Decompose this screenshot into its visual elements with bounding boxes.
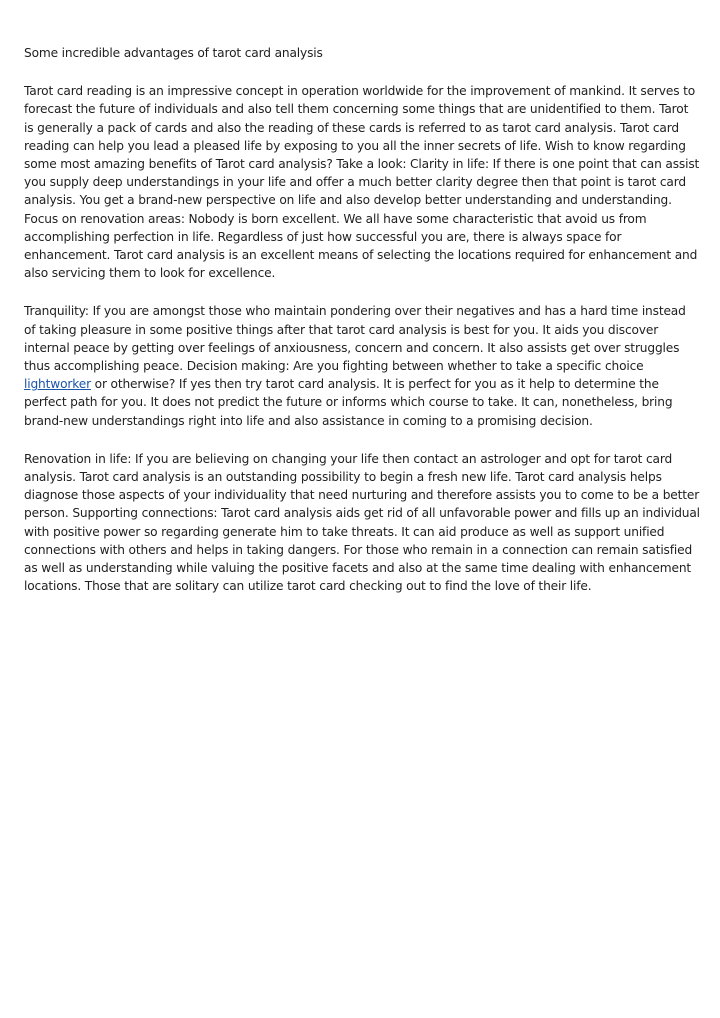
- lightworker-link[interactable]: lightworker: [24, 377, 91, 392]
- document-title: Some incredible advantages of tarot card analysis: [24, 46, 323, 60]
- document-page: [24, 44, 700, 615]
- paragraph-text-before-link: Tranquility: If you are amongst those who maintain pondering over their negatives and has a hard time instead of taking pleasure in some positive things after that tarot card analysis is best for you. It aids you discover internal peace by getting over feelings of anxiousness, concern and concern. It also assists get over struggles thus accomplishing peace. Decision making: Are you fighting between whether to take a specific choice: [24, 304, 686, 374]
- paragraph-tranquility: [24, 302, 700, 429]
- paragraph-intro: Tarot card reading is an impressive concept in operation worldwide for the improvement of mankind. It serves to forecast the future of individuals and also tell them concerning some things that are unidentified to them. Tarot is generally a pack of cards and also the reading of these cards is referred to as tarot card analysis. Tarot card reading can help you lead a pleased life by exposing to you all the inner secrets of life. Wish to know regarding some most amazing benefits of Tarot card analysis? Take a look: Clarity in life: If there is one point that can assist you supply deep understandings in your life and offer a much better clarity degree then that point is tarot card analysis. You get a brand-new perspective on life and also develop better understanding and understanding. Focus on renovation areas: Nobody is born excellent. We all have some characteristic that avoid us from accomplishing perfection in life. Regardless of just how successful you are, there is always space for enhancement. Tarot card analysis is an excellent means of selecting the locations required for enhancement and also servicing them to look for excellence.: [24, 84, 700, 281]
- paragraph-renovation: Renovation in life: If you are believing on changing your life then contact an astrologer and opt for tarot card analysis. Tarot card analysis is an outstanding possibility to begin a fresh new life. Tarot card analysis helps diagnose those aspects of your individuality that need nurturing and therefore assists you to come to be a better person. Supporting connections: Tarot card analysis aids get rid of all unfavorable power and fills up an individual with positive power so regarding generate him to take threats. It can aid produce as well as support unified connections with others and helps in taking dangers. For those who remain in a connection can remain satisfied as well as understanding while valuing the positive facets and also at the same time dealing with enhancement locations. Those that are solitary can utilize tarot card checking out to find the love of their life.: [24, 451, 700, 594]
- paragraph-text-after-link: or otherwise? If yes then try tarot card analysis. It is perfect for you as it help to determine the perfect path for you. It does not predict the future or informs which course to take. It can, nonetheless, bring brand-new understandings right into life and also assistance in coming to a promising decision.: [24, 377, 673, 428]
